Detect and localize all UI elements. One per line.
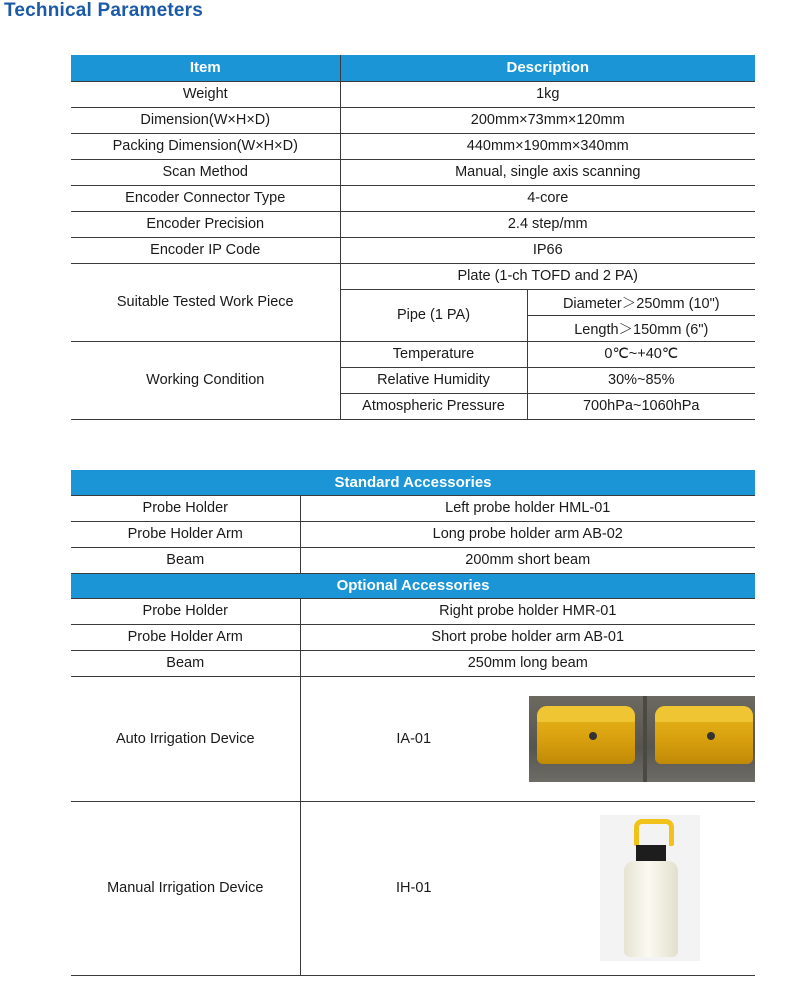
device-row xyxy=(71,801,755,975)
condition-label: Relative Humidity xyxy=(340,367,527,393)
row-value: 250mm long beam xyxy=(300,650,755,676)
device-label: Manual Irrigation Device xyxy=(71,801,300,975)
row-label: Beam xyxy=(71,547,300,573)
row-value: Short probe holder arm AB-01 xyxy=(300,624,755,650)
row-value: Right probe holder HMR-01 xyxy=(300,598,755,624)
row-label: Encoder Precision xyxy=(71,211,340,237)
row-label: Probe Holder Arm xyxy=(71,624,300,650)
row-label: Probe Holder Arm xyxy=(71,521,300,547)
optional-header-label: Optional Accessories xyxy=(71,573,755,598)
table-row xyxy=(71,263,755,289)
row-label: Probe Holder xyxy=(71,598,300,624)
workpiece-label: Suitable Tested Work Piece xyxy=(71,263,340,341)
standard-header-label: Standard Accessories xyxy=(71,470,755,495)
device-photo-cell xyxy=(527,676,755,801)
row-value: 440mm×190mm×340mm xyxy=(340,133,755,159)
header-item: Item xyxy=(71,55,340,81)
table-header xyxy=(71,55,755,81)
plate-value: Plate (1-ch TOFD and 2 PA) xyxy=(340,263,755,289)
row-label: Beam xyxy=(71,650,300,676)
table-row xyxy=(71,185,755,211)
condition-value: 30%~85% xyxy=(527,367,755,393)
bottle-photo xyxy=(600,815,700,961)
row-value: 1kg xyxy=(340,81,755,107)
device-label: Auto Irrigation Device xyxy=(71,676,300,801)
row-label: Encoder IP Code xyxy=(71,237,340,263)
row-value: Left probe holder HML-01 xyxy=(300,495,755,521)
condition-label: Atmospheric Pressure xyxy=(340,393,527,419)
pipe-label: Pipe (1 PA) xyxy=(340,289,527,341)
row-value: 200mm×73mm×120mm xyxy=(340,107,755,133)
table-row xyxy=(71,237,755,263)
row-value: 2.4 step/mm xyxy=(340,211,755,237)
table-row xyxy=(71,547,755,573)
row-label: Probe Holder xyxy=(71,495,300,521)
row-value: Long probe holder arm AB-02 xyxy=(300,521,755,547)
working-condition-label: Working Condition xyxy=(71,341,340,419)
pipe-length-value: Length＞150mm (6") xyxy=(527,315,755,341)
table-row xyxy=(71,211,755,237)
condition-value: 700hPa~1060hPa xyxy=(527,393,755,419)
row-value: IP66 xyxy=(340,237,755,263)
condition-label: Temperature xyxy=(340,341,527,367)
yellow-case-photo xyxy=(529,696,755,782)
accessories-table xyxy=(71,470,755,976)
table-row xyxy=(71,133,755,159)
pipe-diameter-value: Diameter＞250mm (10") xyxy=(527,289,755,315)
row-value: 4-core xyxy=(340,185,755,211)
row-label: Weight xyxy=(71,81,340,107)
device-photo-cell xyxy=(527,801,755,975)
device-model: IH-01 xyxy=(300,801,527,975)
row-label: Dimension(W×H×D) xyxy=(71,107,340,133)
row-label: Scan Method xyxy=(71,159,340,185)
table-row xyxy=(71,650,755,676)
table-row xyxy=(71,341,755,367)
table-row xyxy=(71,521,755,547)
table-row xyxy=(71,107,755,133)
device-row xyxy=(71,676,755,801)
row-label: Encoder Connector Type xyxy=(71,185,340,211)
row-label: Packing Dimension(W×H×D) xyxy=(71,133,340,159)
table-row xyxy=(71,598,755,624)
condition-value: 0℃~+40℃ xyxy=(527,341,755,367)
table-row xyxy=(71,81,755,107)
technical-parameters-table xyxy=(71,55,755,420)
table-row xyxy=(71,495,755,521)
header-description: Description xyxy=(340,55,755,81)
optional-accessories-header xyxy=(71,573,755,598)
page-title: Technical Parameters xyxy=(4,0,204,21)
row-value: Manual, single axis scanning xyxy=(340,159,755,185)
row-value: 200mm short beam xyxy=(300,547,755,573)
device-model: IA-01 xyxy=(300,676,527,801)
table-row xyxy=(71,159,755,185)
standard-accessories-header xyxy=(71,470,755,495)
table-row xyxy=(71,624,755,650)
